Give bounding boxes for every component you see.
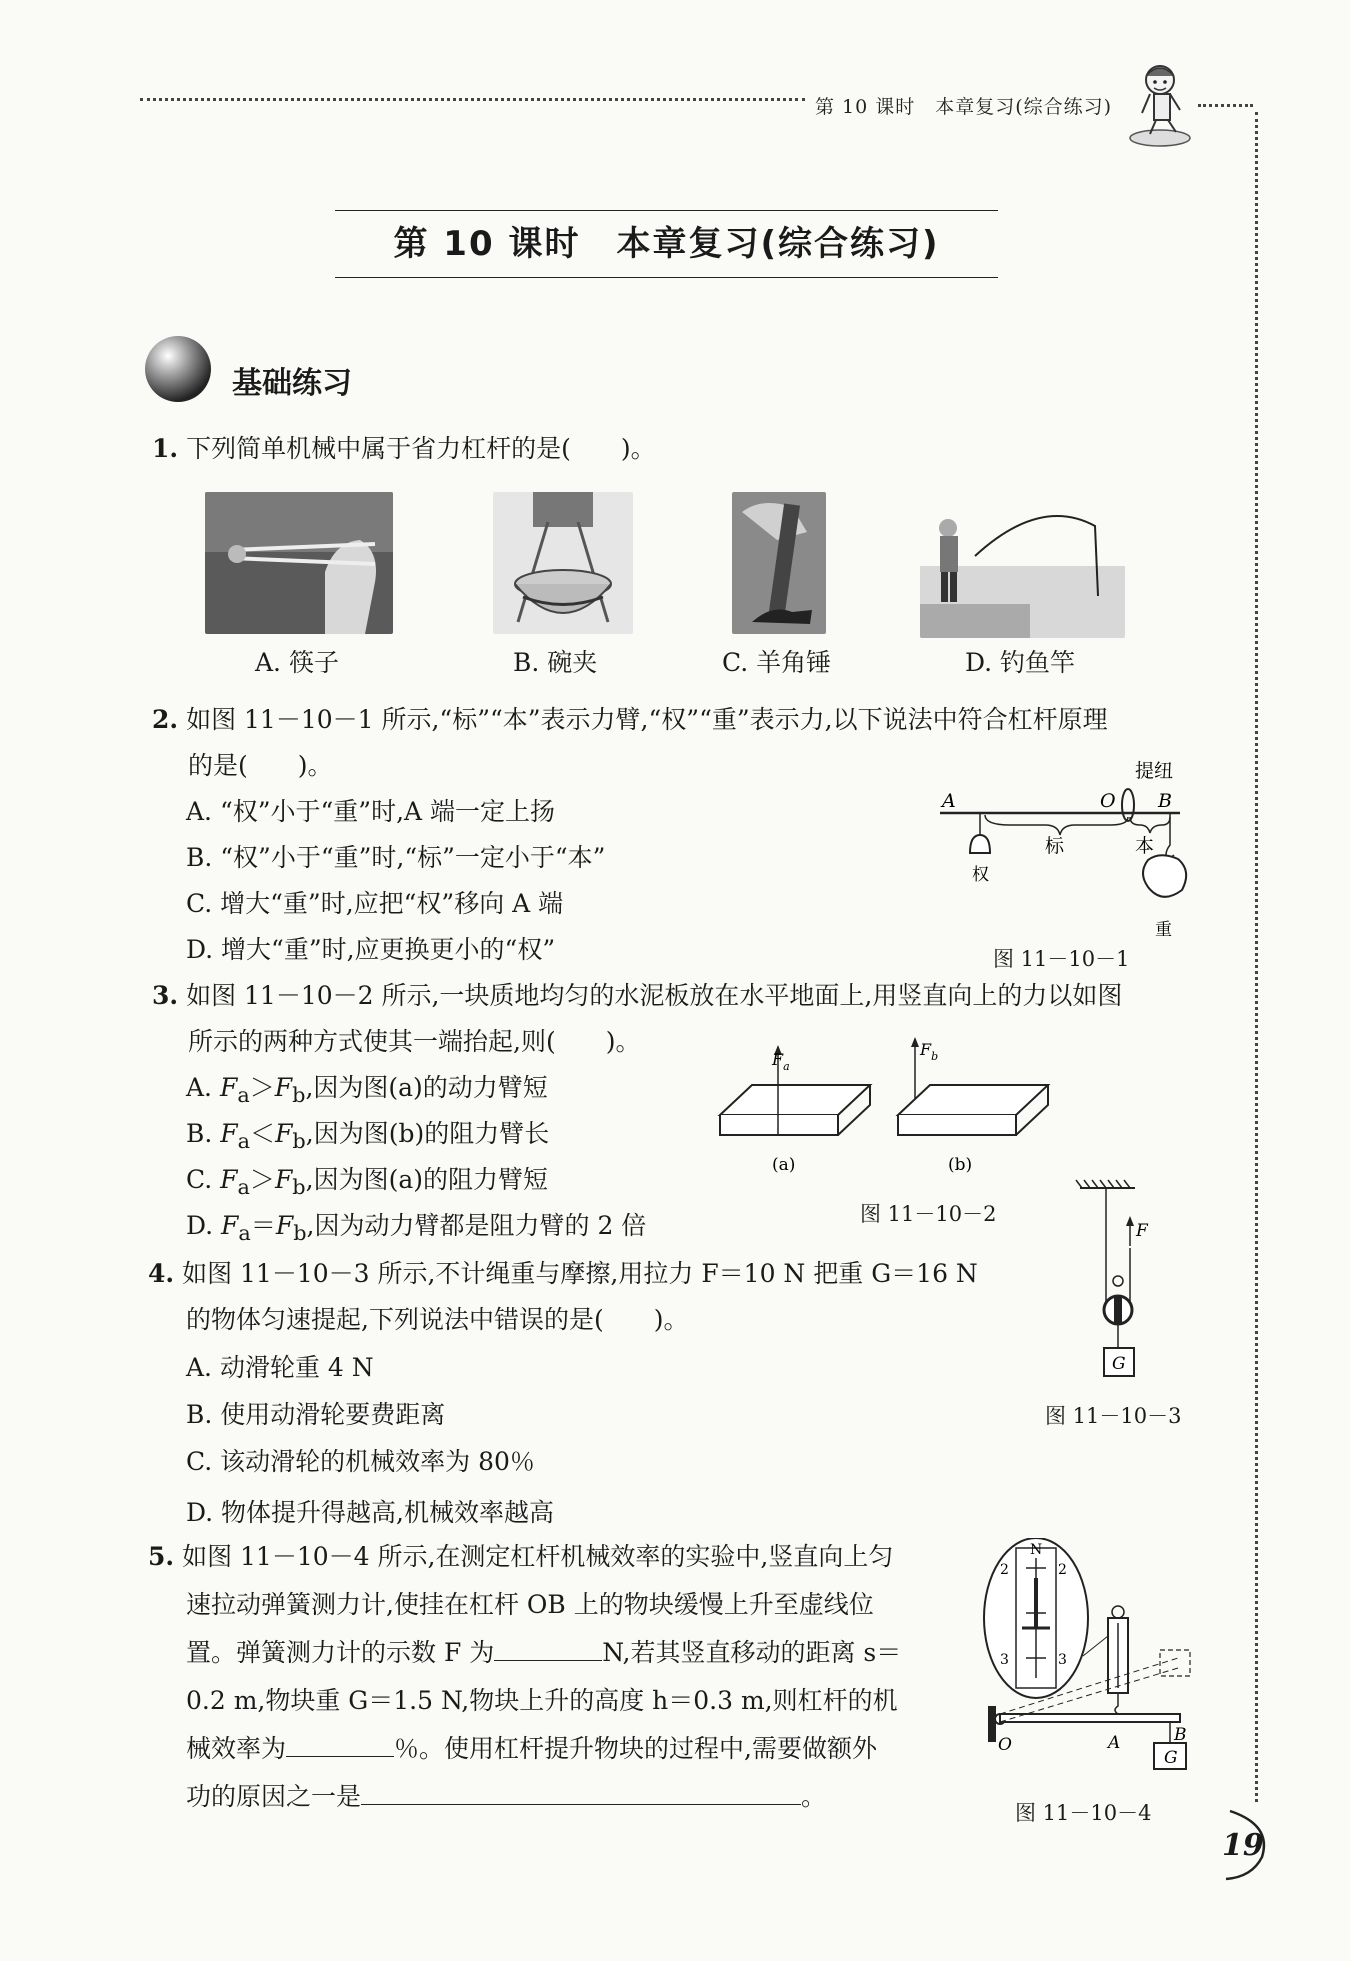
label-ben: 本 [1135,835,1155,857]
figure-11-10-2-slabs [712,1035,1062,1175]
question-number: 5. [148,1542,175,1571]
question-number: 3. [152,981,179,1010]
question-5-line4: 0.2 m,物块重 G＝1.5 N,物块上升的高度 h＝0.3 m,则杠杆的机 [186,1686,898,1715]
label-O: O [1100,790,1116,812]
question-3-line2: 所示的两种方式使其一端抬起,则( )。 [188,1027,641,1056]
bowl-clip-photo [493,492,633,634]
q2-option-d: D. 增大“重”时,应更换更小的“权” [186,935,556,964]
q1-option-a: A. 筷子 [255,648,339,677]
chopsticks-photo [205,492,393,634]
question-2 [152,697,1108,743]
weight-label-G: G [1112,1354,1126,1374]
q3-option-c: C. $F_a>F_b$,因为图(a)的阻力臂短 [186,1165,548,1199]
force-label-F: F [1136,1221,1148,1241]
label-a: (a) [772,1155,796,1175]
scale-2-right: 2 [1058,1562,1067,1578]
question-5-line3: 置。弹簧测力计的示数 F 为 N,若其竖直移动的距离 s＝ [186,1630,901,1676]
question-4-line2: 的物体匀速提起,下列说法中错误的是( )。 [186,1305,689,1334]
scale-2-left: 2 [1000,1562,1009,1578]
section-heading: 基础练习 [232,366,352,401]
header-dotted-rule [140,98,805,101]
label-b: (b) [948,1155,973,1175]
fishing-rod-photo [920,506,1125,638]
question-number: 1. [152,434,179,463]
figure-caption-11-10-1: 图 11－10－1 [993,947,1130,971]
force-label-b: $F_b$ [920,1040,939,1063]
figure-caption-11-10-2: 图 11－10－2 [860,1202,997,1226]
scale-N: N [1030,1542,1043,1558]
question-stem-line1: 如图 11－10－2 所示,一块质地均匀的水泥板放在水平地面上,用竖直向上的力以如图 [186,981,1123,1010]
weight-label-G: G [1164,1748,1178,1768]
q3-option-a: A. $F_a>F_b$,因为图(a)的动力臂短 [186,1073,548,1107]
question-5-line2: 速拉动弹簧测力计,使挂在杠杆 OB 上的物块缓慢上升至虚线位 [186,1590,874,1619]
question-1 [152,426,656,472]
q4-option-b: B. 使用动滑轮要费距离 [186,1400,446,1429]
answer-blank-efficiency[interactable] [286,1728,394,1757]
question-stem-line1: 如图 11－10－1 所示,“标”“本”表示力臂,“权”“重”表示力,以下说法中符合杠杆原理 [186,705,1108,734]
force-label-a: $F_a$ [772,1050,790,1073]
question-number: 2. [152,705,179,734]
question-3 [152,973,1122,1019]
q4-option-c: C. 该动滑轮的机械效率为 80％ [186,1447,535,1476]
q1-option-b: B. 碗夹 [513,648,598,677]
question-stem-line1: 如图 11－10－3 所示,不计绳重与摩擦,用拉力 F＝10 N 把重 G＝16 N [182,1259,978,1288]
q2-option-c: C. 增大“重”时,应把“权”移向 A 端 [186,889,564,918]
figure-11-10-1-steelyard [930,755,1200,955]
label-tizu: 提纽 [1135,760,1174,782]
figure-11-10-3-pulley [1070,1178,1180,1388]
q1-option-d: D. 钓鱼竿 [965,648,1076,677]
question-5-line5: 械效率为 ％。使用杠杆提升物块的过程中,需要做额外 [186,1726,877,1772]
q2-option-b: B. “权”小于“重”时,“标”一定小于“本” [186,843,606,872]
question-stem: 下列简单机械中属于省力杠杆的是( )。 [186,434,656,463]
label-biao: 标 [1045,835,1065,857]
question-number: 4. [148,1259,175,1288]
q4-option-d: D. 物体提升得越高,机械效率越高 [186,1498,554,1527]
label-zhong: 重 [1155,920,1172,940]
lesson-title: 第 10 课时 本章复习(综合练习) [393,224,940,264]
q3-option-d: D. $F_a=F_b$,因为动力臂都是阻力臂的 2 倍 [186,1211,647,1245]
sphere-icon [142,333,214,405]
cartoon-mascot-icon [1120,58,1200,148]
header-dotted-rule-right [1198,104,1253,107]
label-A: A [942,790,956,812]
label-O: O [998,1735,1012,1755]
question-5-line6: 功的原因之一是 。 [186,1774,826,1820]
figure-11-10-4-lever [978,1538,1200,1788]
question-line1: 如图 11－10－4 所示,在测定杠杆机械效率的实验中,竖直向上匀 [182,1542,894,1571]
answer-blank-reason[interactable] [361,1776,801,1805]
figure-caption-11-10-4: 图 11－10－4 [1015,1801,1152,1825]
scale-3-left: 3 [1000,1652,1009,1668]
q4-option-a: A. 动滑轮重 4 N [186,1353,374,1382]
label-B: B [1158,790,1172,812]
label-quan: 权 [972,865,989,885]
question-5 [148,1534,893,1580]
q1-option-c: C. 羊角锤 [722,648,832,677]
claw-hammer-photo [732,492,826,634]
answer-blank-F[interactable] [494,1632,602,1661]
q3-option-b: B. $F_a<F_b$,因为图(b)的阻力臂长 [186,1119,550,1153]
figure-caption-11-10-3: 图 11－10－3 [1045,1404,1182,1428]
label-A: A [1108,1733,1121,1753]
question-4 [148,1251,978,1297]
margin-dotted-rule [1255,112,1258,1802]
running-title: 第 10 课时 本章复习(综合练习) [815,96,1113,118]
q2-option-a: A. “权”小于“重”时,A 端一定上扬 [186,797,556,826]
lesson-title-box [335,210,998,278]
page-number: 19 [1222,1828,1264,1863]
question-2-line2: 的是( )。 [188,751,333,780]
label-B: B [1174,1725,1187,1745]
scale-3-right: 3 [1058,1652,1067,1668]
